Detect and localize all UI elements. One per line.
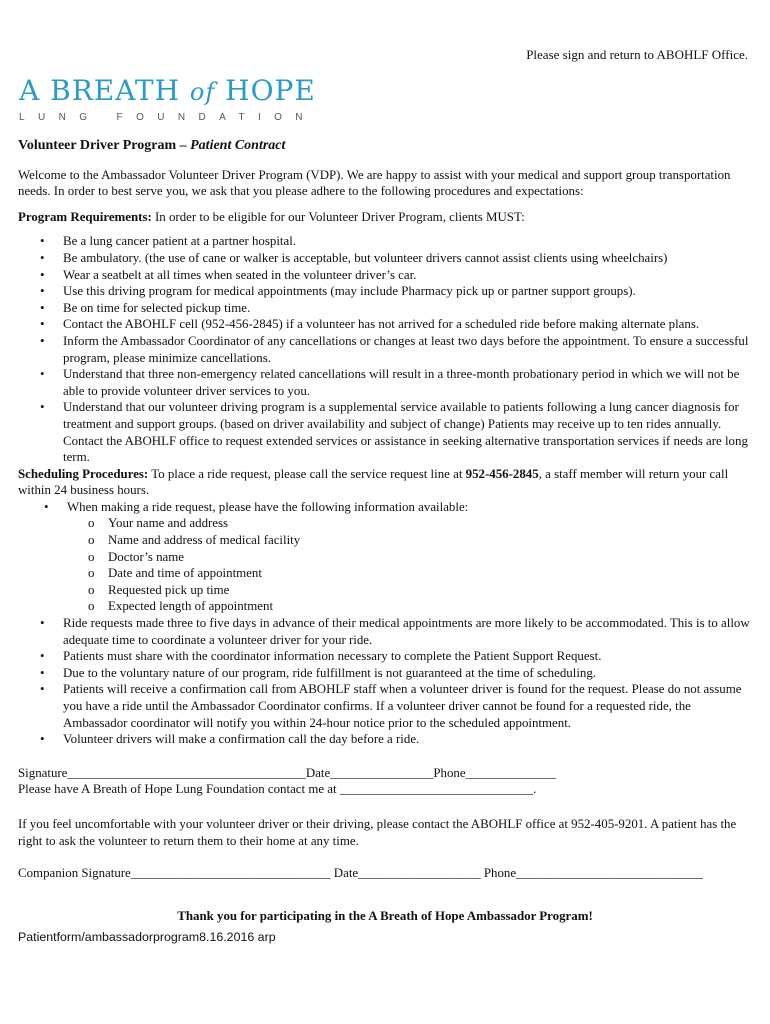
form-footer: Patientform/ambassadorprogram8.16.2016 arp bbox=[18, 930, 276, 945]
requirement-item: • Wear a seatbelt at all times when seated in the volunteer driver’s car. bbox=[63, 267, 752, 284]
logo-subtitle: LUNG FOUNDATION bbox=[19, 112, 316, 123]
page-title: Volunteer Driver Program – Patient Contract bbox=[18, 138, 286, 153]
scheduling-info-list bbox=[18, 499, 752, 516]
ride-info-item: o Name and address of medical facility bbox=[108, 532, 752, 549]
requirements-heading: Program Requirements: In order to be eligible for our Volunteer Driver Program, clients MUST: bbox=[18, 209, 525, 224]
signature-line: Signature_____________________________________Date________________Phone______________ bbox=[18, 765, 556, 780]
logo-wordmark: A BREATH of HOPE bbox=[19, 74, 316, 107]
requirement-item: • Be a lung cancer patient at a partner hospital. bbox=[63, 233, 752, 250]
requirement-item: • Inform the Ambassador Coordinator of any cancellations or changes at least two days before the appointment. To ensure a successful program, please minimize cancellations. bbox=[63, 333, 752, 366]
scheduling-item: • Patients will receive a confirmation call from ABOHLF staff when a volunteer driver is found for the request. Please do not assume you have a ride until the Ambassador Coordinator confirms. If a volunteer driver cannot be found for a requested ride, the Ambassador coordinator will notify you within 24-hour notice prior to the scheduled appointment. bbox=[63, 681, 752, 731]
requirements-list bbox=[18, 233, 752, 465]
requirement-item: • Be on time for selected pickup time. bbox=[63, 300, 752, 317]
ride-info-sublist bbox=[18, 515, 752, 615]
requirement-item: • Use this driving program for medical appointments (may include Pharmacy pick up or partner support groups). bbox=[63, 283, 752, 300]
contract-body bbox=[18, 138, 752, 946]
ride-info-item: o Doctor’s name bbox=[108, 549, 752, 566]
scheduling-item: • Due to the voluntary nature of our program, ride fulfillment is not guaranteed at the time of scheduling. bbox=[63, 665, 752, 682]
intro-paragraph: Welcome to the Ambassador Volunteer Driver Program (VDP). We are happy to assist with your medical and support group transportation needs. In order to best serve you, we ask that you please adhere to the following procedures and expectations: bbox=[18, 167, 731, 199]
contact-request-line: Please have A Breath of Hope Lung Foundation contact me at ______________________________. bbox=[18, 782, 537, 797]
requirement-item: • Be ambulatory. (the use of cane or walker is acceptable, but volunteer drivers cannot assist clients using wheelchairs) bbox=[63, 250, 752, 267]
scheduling-item: • Patients must share with the coordinator information necessary to complete the Patient Support Request. bbox=[63, 648, 752, 665]
ride-info-item: o Expected length of appointment bbox=[108, 598, 752, 615]
scheduling-list bbox=[18, 615, 752, 748]
scheduling-item: • Volunteer drivers will make a confirmation call the day before a ride. bbox=[63, 731, 752, 748]
requirement-item: • Understand that our volunteer driving program is a supplemental service available to patients following a lung cancer diagnosis for treatment and support groups. (based on driver availability and subject of change) Patients may receive up to ten rides annually. Contact the ABOHLF office to request extended services or assistance in seeking alternative transportation services if needs are long term. bbox=[63, 399, 752, 465]
ride-info-item: o Your name and address bbox=[108, 515, 752, 532]
ride-info-item: o Requested pick up time bbox=[108, 582, 752, 599]
scheduling-item: • Ride requests made three to five days in advance of their medical appointments are more likely to be accommodated. This is to allow adequate time to coordinate a volunteer driver for your ride. bbox=[63, 615, 752, 648]
requirement-item: • Contact the ABOHLF cell (952-456-2845) if a volunteer has not arrived for a scheduled ride before making alternate plans. bbox=[63, 316, 752, 333]
return-instruction: Please sign and return to ABOHLF Office. bbox=[526, 47, 748, 62]
scheduling-heading: Scheduling Procedures: To place a ride request, please call the service request line at 952-456-2845, a staff member will return your call within 24 business hours. bbox=[18, 466, 729, 498]
companion-signature-line: Companion Signature_______________________________ Date___________________ Phone_____________________________ bbox=[18, 866, 703, 881]
uncomfortable-paragraph: If you feel uncomfortable with your volunteer driver or their driving, please contact the ABOHLF office at 952-405-9201. A patient has the right to ask the volunteer to return them to their home at any time. bbox=[18, 816, 737, 848]
ride-info-item: o Date and time of appointment bbox=[108, 565, 752, 582]
thank-you-note: Thank you for participating in the A Breath of Hope Ambassador Program! bbox=[177, 908, 593, 923]
list-item: • When making a ride request, please have the following information available: bbox=[67, 499, 752, 516]
requirement-item: • Understand that three non-emergency related cancellations will result in a three-month probationary period in which we will not be able to provide volunteer driver services to you. bbox=[63, 366, 752, 399]
foundation-logo bbox=[19, 74, 316, 123]
